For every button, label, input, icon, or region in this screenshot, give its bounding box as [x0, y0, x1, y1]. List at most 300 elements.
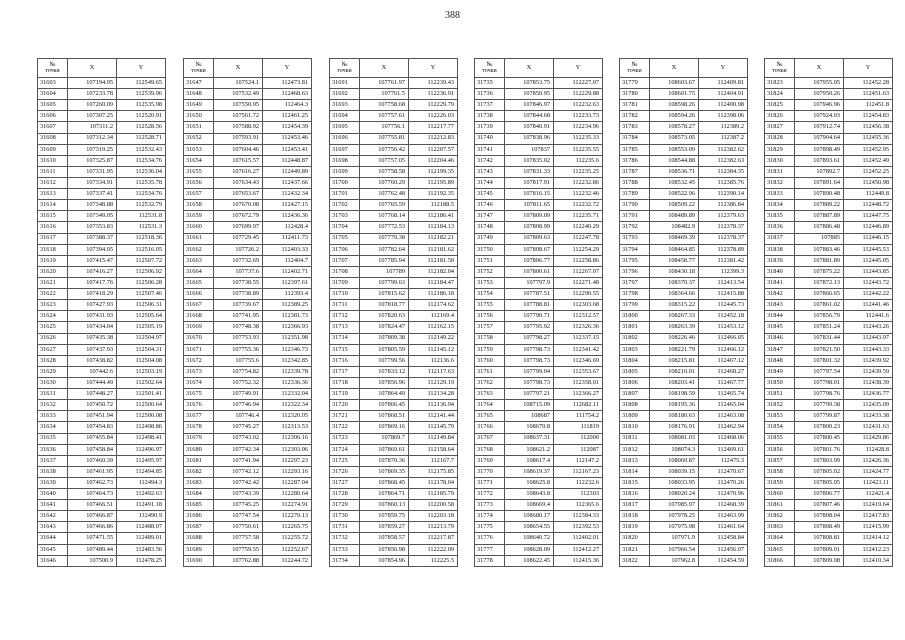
- table-row: [38, 411, 166, 422]
- table-row: [620, 300, 748, 311]
- table-row: [475, 344, 603, 355]
- table-row: [330, 244, 458, 255]
- x-coordinate-cell: 107672.79: [214, 211, 263, 222]
- y-coordinate-cell: 112411.73: [263, 233, 312, 244]
- y-coordinate-cell: 112466.05: [699, 333, 748, 344]
- y-coordinate-cell: 112456.07: [699, 544, 748, 555]
- table-row: [330, 511, 458, 522]
- point-number-cell: 31748: [475, 222, 505, 233]
- point-number-cell: 31638: [38, 466, 68, 477]
- coordinates-table: [619, 58, 748, 567]
- y-coordinate-cell: 112226.03: [409, 111, 458, 122]
- y-coordinate-cell: 112162.15: [409, 322, 458, 333]
- point-number-cell: 31690: [184, 555, 214, 566]
- point-number-cell: 31863: [765, 522, 795, 533]
- y-coordinate-cell: 112217.87: [409, 533, 458, 544]
- y-coordinate-cell: 112382.63: [699, 155, 748, 166]
- table-row: [330, 344, 458, 355]
- table-row: [620, 277, 748, 288]
- x-coordinate-cell: 107859.27: [360, 522, 409, 533]
- header-y: Y: [263, 59, 312, 78]
- table-row: [475, 78, 603, 89]
- y-coordinate-cell: 112403.33: [263, 244, 312, 255]
- x-coordinate-cell: 107761.5: [360, 89, 409, 100]
- x-coordinate-cell: 107801.32: [795, 355, 844, 366]
- point-number-cell: 31862: [765, 511, 795, 522]
- point-number-cell: 31815: [620, 477, 650, 488]
- table-row: [38, 289, 166, 300]
- point-number-cell: 31845: [765, 322, 795, 333]
- x-coordinate-cell: 107864.49: [360, 389, 409, 400]
- x-coordinate-cell: 107779.38: [360, 233, 409, 244]
- table-row: [330, 211, 458, 222]
- point-number-cell: 31851: [765, 389, 795, 400]
- point-number-cell: 31743: [475, 166, 505, 177]
- y-coordinate-cell: 112534.76: [117, 155, 166, 166]
- x-coordinate-cell: 107461.95: [68, 466, 117, 477]
- x-coordinate-cell: 107800.61: [505, 266, 554, 277]
- header-x: X: [360, 59, 409, 78]
- table-row: [765, 211, 893, 222]
- table-row: [38, 355, 166, 366]
- x-coordinate-cell: 107799.87: [795, 411, 844, 422]
- point-number-cell: 31800: [620, 311, 650, 322]
- table-row: [475, 144, 603, 155]
- y-coordinate-cell: 112232.72: [554, 200, 603, 211]
- header-x: X: [214, 59, 263, 78]
- point-number-cell: 31779: [620, 78, 650, 89]
- x-coordinate-cell: 107864.71: [360, 489, 409, 500]
- y-coordinate-cell: 112682.11: [554, 400, 603, 411]
- table-row: [475, 155, 603, 166]
- table-row: [620, 355, 748, 366]
- y-coordinate-cell: 112470.26: [699, 477, 748, 488]
- point-number-cell: 31712: [330, 311, 360, 322]
- point-number-cell: 31722: [330, 422, 360, 433]
- y-coordinate-cell: 112506.92: [117, 266, 166, 277]
- point-number-cell: 31806: [620, 377, 650, 388]
- y-coordinate-cell: 112516.05: [117, 244, 166, 255]
- x-coordinate-cell: 107749.91: [214, 389, 263, 400]
- point-number-cell: 31717: [330, 366, 360, 377]
- point-number-cell: 31672: [184, 355, 214, 366]
- table-row: [620, 222, 748, 233]
- y-coordinate-cell: 112500.64: [117, 400, 166, 411]
- table-row: [765, 322, 893, 333]
- point-number-cell: 31664: [184, 266, 214, 277]
- x-coordinate-cell: 107869.61: [360, 444, 409, 455]
- x-coordinate-cell: 107417.76: [68, 277, 117, 288]
- point-number-cell: 31861: [765, 500, 795, 511]
- table-row: [38, 266, 166, 277]
- y-coordinate-cell: 112000: [554, 433, 603, 444]
- x-coordinate-cell: 107444.49: [68, 377, 117, 388]
- table-row: [330, 155, 458, 166]
- x-coordinate-cell: 107798.73: [505, 377, 554, 388]
- table-row: [184, 477, 312, 488]
- point-number-cell: 31840: [765, 266, 795, 277]
- table-row: [620, 366, 748, 377]
- y-coordinate-cell: 112212.83: [409, 133, 458, 144]
- point-number-cell: 31741: [475, 144, 505, 155]
- table-row: [765, 466, 893, 477]
- x-coordinate-cell: 107750.61: [214, 522, 263, 533]
- point-number-cell: 31705: [330, 233, 360, 244]
- y-coordinate-cell: 112232.63: [554, 100, 603, 111]
- y-coordinate-cell: 112182.21: [409, 233, 458, 244]
- y-coordinate-cell: 112274.91: [263, 500, 312, 511]
- table-row: [765, 177, 893, 188]
- header-num-label: точки: [772, 68, 787, 75]
- table-row: [765, 189, 893, 200]
- y-coordinate-cell: 112409.81: [699, 78, 748, 89]
- x-coordinate-cell: 107758.58: [360, 166, 409, 177]
- x-coordinate-cell: 107634.43: [214, 177, 263, 188]
- header-y: Y: [699, 59, 748, 78]
- table-row: [620, 344, 748, 355]
- table-row: [620, 122, 748, 133]
- x-coordinate-cell: 107800.23: [795, 422, 844, 433]
- point-number-cell: 31829: [765, 144, 795, 155]
- table-row: [475, 122, 603, 133]
- y-coordinate-cell: 112446.89: [844, 222, 893, 233]
- x-coordinate-cell: 107924.03: [795, 111, 844, 122]
- y-coordinate-cell: 112379.63: [699, 211, 748, 222]
- table-row: [765, 111, 893, 122]
- x-coordinate-cell: 107799.04: [505, 366, 554, 377]
- y-coordinate-cell: 112117.63: [409, 366, 458, 377]
- x-coordinate-cell: 107448.27: [68, 389, 117, 400]
- x-coordinate-cell: 107790.71: [505, 311, 554, 322]
- table-row: [620, 544, 748, 555]
- x-coordinate-cell: 108469.39: [650, 233, 699, 244]
- table-row: [184, 544, 312, 555]
- x-coordinate-cell: 107859.75: [360, 511, 409, 522]
- table-row: [620, 177, 748, 188]
- x-coordinate-cell: 107500.9: [68, 555, 117, 566]
- point-number-cell: 31682: [184, 466, 214, 477]
- table-row: [475, 377, 603, 388]
- y-coordinate-cell: 112536.04: [117, 166, 166, 177]
- point-number-cell: 31787: [620, 166, 650, 177]
- y-coordinate-cell: 112384.35: [699, 166, 748, 177]
- x-coordinate-cell: 107760.29: [360, 177, 409, 188]
- y-coordinate-cell: 112341.42: [554, 344, 603, 355]
- table-header-row: [38, 59, 166, 78]
- table-row: [38, 400, 166, 411]
- table-row: [475, 477, 603, 488]
- point-number-cell: 31742: [475, 155, 505, 166]
- header-x: X: [68, 59, 117, 78]
- y-coordinate-cell: 112232.86: [554, 177, 603, 188]
- y-coordinate-cell: 112182.04: [409, 266, 458, 277]
- point-number-cell: 31736: [475, 89, 505, 100]
- point-number-cell: 31691: [330, 78, 360, 89]
- point-number-cell: 31692: [330, 89, 360, 100]
- point-number-cell: 31670: [184, 333, 214, 344]
- y-coordinate-cell: 112181.58: [409, 255, 458, 266]
- point-number-cell: 31734: [330, 555, 360, 566]
- point-number-cell: 31737: [475, 100, 505, 111]
- table-row: [330, 333, 458, 344]
- y-coordinate-cell: 112145.12: [409, 344, 458, 355]
- x-coordinate-cell: 107800.45: [795, 433, 844, 444]
- x-coordinate-cell: 107858.57: [360, 533, 409, 544]
- point-number-cell: 31647: [184, 78, 214, 89]
- point-number-cell: 31746: [475, 200, 505, 211]
- y-coordinate-cell: 112382.62: [699, 144, 748, 155]
- y-coordinate-cell: 112400.98: [699, 100, 748, 111]
- y-coordinate-cell: 112453.46: [263, 133, 312, 144]
- y-coordinate-cell: 112129.19: [409, 377, 458, 388]
- table-row: [765, 266, 893, 277]
- table-row: [620, 333, 748, 344]
- y-coordinate-cell: 112445.73: [699, 300, 748, 311]
- x-coordinate-cell: 107890.48: [795, 189, 844, 200]
- table-row: [184, 455, 312, 466]
- point-number-cell: 31765: [475, 411, 505, 422]
- y-coordinate-cell: 112436.77: [844, 389, 893, 400]
- header-num-symbol: №: [486, 60, 493, 68]
- x-coordinate-cell: 108536.71: [650, 166, 699, 177]
- x-coordinate-cell: 107466.87: [68, 511, 117, 522]
- table-row: [620, 144, 748, 155]
- point-number-cell: 31662: [184, 244, 214, 255]
- point-number-cell: 31744: [475, 177, 505, 188]
- y-coordinate-cell: 112378.37: [699, 233, 748, 244]
- table-row: [38, 489, 166, 500]
- y-coordinate-cell: 112145.79: [409, 422, 458, 433]
- point-number-cell: 31735: [475, 78, 505, 89]
- point-number-cell: 31683: [184, 477, 214, 488]
- point-number-cell: 31634: [38, 422, 68, 433]
- table-row: [620, 233, 748, 244]
- point-number-cell: 31728: [330, 489, 360, 500]
- x-coordinate-cell: 107883.46: [795, 244, 844, 255]
- table-row: [330, 400, 458, 411]
- table-row: [184, 111, 312, 122]
- y-coordinate-cell: 112399.3: [699, 266, 748, 277]
- point-number-cell: 31854: [765, 422, 795, 433]
- table-row: [184, 244, 312, 255]
- table-row: [184, 155, 312, 166]
- x-coordinate-cell: 108680.17: [505, 511, 554, 522]
- table-row: [620, 78, 748, 89]
- page-number: 388: [445, 10, 460, 21]
- table-row: [330, 266, 458, 277]
- y-coordinate-cell: 112531.8: [117, 211, 166, 222]
- point-number-cell: 31860: [765, 489, 795, 500]
- y-coordinate-cell: 112452.18: [699, 311, 748, 322]
- y-coordinate-cell: 112495.97: [117, 455, 166, 466]
- table-row: [620, 189, 748, 200]
- point-number-cell: 31713: [330, 322, 360, 333]
- y-coordinate-cell: 112232.6: [554, 477, 603, 488]
- y-coordinate-cell: 112229.79: [409, 100, 458, 111]
- y-coordinate-cell: 112452.95: [844, 144, 893, 155]
- x-coordinate-cell: 107394.05: [68, 244, 117, 255]
- x-coordinate-cell: 108226.46: [650, 333, 699, 344]
- y-coordinate-cell: 112428.4: [263, 222, 312, 233]
- x-coordinate-cell: 107881.89: [795, 255, 844, 266]
- y-coordinate-cell: 112468.06: [699, 433, 748, 444]
- table-row: [475, 333, 603, 344]
- header-num-symbol: №: [631, 60, 638, 68]
- point-number-cell: 31669: [184, 322, 214, 333]
- point-number-cell: 31620: [38, 266, 68, 277]
- x-coordinate-cell: 107866.65: [795, 289, 844, 300]
- point-number-cell: 31616: [38, 222, 68, 233]
- header-point-number: [765, 59, 795, 78]
- point-number-cell: 31749: [475, 233, 505, 244]
- point-number-cell: 31695: [330, 122, 360, 133]
- y-coordinate-cell: 112271.48: [554, 277, 603, 288]
- y-coordinate-cell: 112235.55: [554, 144, 603, 155]
- y-coordinate-cell: 112306.16: [263, 433, 312, 444]
- y-coordinate-cell: 112507.72: [117, 255, 166, 266]
- point-number-cell: 31790: [620, 200, 650, 211]
- y-coordinate-cell: 112136.6: [409, 355, 458, 366]
- point-number-cell: 31792: [620, 222, 650, 233]
- x-coordinate-cell: 107761.97: [360, 78, 409, 89]
- x-coordinate-cell: 107782.64: [360, 244, 409, 255]
- point-number-cell: 31777: [475, 544, 505, 555]
- x-coordinate-cell: 107765.59: [360, 200, 409, 211]
- x-coordinate-cell: 107450.72: [68, 400, 117, 411]
- x-coordinate-cell: 108489.89: [650, 211, 699, 222]
- y-coordinate-cell: 112204.46: [409, 155, 458, 166]
- x-coordinate-cell: 107745.27: [214, 422, 263, 433]
- x-coordinate-cell: 107801.76: [795, 444, 844, 455]
- y-coordinate-cell: 112451.8: [844, 100, 893, 111]
- point-number-cell: 31671: [184, 344, 214, 355]
- x-coordinate-cell: 107416.27: [68, 266, 117, 277]
- x-coordinate-cell: 107805.59: [360, 344, 409, 355]
- x-coordinate-cell: 107434.04: [68, 322, 117, 333]
- point-number-cell: 31807: [620, 389, 650, 400]
- point-number-cell: 31726: [330, 466, 360, 477]
- x-coordinate-cell: 108315.22: [650, 300, 699, 311]
- table-row: [765, 400, 893, 411]
- y-coordinate-cell: 112429.86: [844, 433, 893, 444]
- point-number-cell: 31769: [475, 455, 505, 466]
- point-number-cell: 31830: [765, 155, 795, 166]
- table-row: [620, 322, 748, 333]
- table-row: [184, 400, 312, 411]
- x-coordinate-cell: 108578.27: [650, 122, 699, 133]
- point-number-cell: 31818: [620, 511, 650, 522]
- point-number-cell: 31643: [38, 522, 68, 533]
- x-coordinate-cell: 107455.84: [68, 433, 117, 444]
- x-coordinate-cell: 107739.67: [214, 300, 263, 311]
- table-row: [475, 544, 603, 555]
- table-row: [330, 533, 458, 544]
- point-number-cell: 31786: [620, 155, 650, 166]
- point-number-cell: 31642: [38, 511, 68, 522]
- table-row: [475, 444, 603, 455]
- x-coordinate-cell: 108482.9: [650, 222, 699, 233]
- header-num-label: точки: [191, 68, 206, 75]
- point-number-cell: 31852: [765, 400, 795, 411]
- point-number-cell: 31635: [38, 433, 68, 444]
- y-coordinate-cell: 112437.66: [263, 177, 312, 188]
- x-coordinate-cell: 107799.56: [360, 355, 409, 366]
- point-number-cell: 31608: [38, 133, 68, 144]
- point-number-cell: 31656: [184, 177, 214, 188]
- x-coordinate-cell: 107588.92: [214, 122, 263, 133]
- point-number-cell: 31833: [765, 189, 795, 200]
- point-number-cell: 31632: [38, 400, 68, 411]
- point-number-cell: 31698: [330, 155, 360, 166]
- x-coordinate-cell: 107762.88: [214, 555, 263, 566]
- table-row: [620, 555, 748, 566]
- point-number-cell: 31774: [475, 511, 505, 522]
- table-row: [184, 177, 312, 188]
- x-coordinate-cell: 108203.41: [650, 377, 699, 388]
- point-number-cell: 31631: [38, 389, 68, 400]
- x-coordinate-cell: 108601.75: [650, 89, 699, 100]
- x-coordinate-cell: 108625.8: [505, 477, 554, 488]
- point-number-cell: 31668: [184, 311, 214, 322]
- x-coordinate-cell: 107753.93: [214, 333, 263, 344]
- table-row: [620, 200, 748, 211]
- y-coordinate-cell: 112414.12: [844, 533, 893, 544]
- table-row: [475, 211, 603, 222]
- y-coordinate-cell: 112265.75: [263, 522, 312, 533]
- table-row: [38, 477, 166, 488]
- x-coordinate-cell: 107418.29: [68, 289, 117, 300]
- point-number-cell: 31803: [620, 344, 650, 355]
- point-number-cell: 31817: [620, 500, 650, 511]
- x-coordinate-cell: 108509.22: [650, 200, 699, 211]
- point-number-cell: 31824: [765, 89, 795, 100]
- table-row: [184, 422, 312, 433]
- table-row: [475, 400, 603, 411]
- point-number-cell: 31751: [475, 255, 505, 266]
- point-number-cell: 31846: [765, 333, 795, 344]
- y-coordinate-cell: 112413.54: [699, 277, 748, 288]
- x-coordinate-cell: 107807.46: [795, 500, 844, 511]
- x-coordinate-cell: 107353.83: [68, 222, 117, 233]
- x-coordinate-cell: 107809.08: [795, 555, 844, 566]
- point-number-cell: 31812: [620, 444, 650, 455]
- table-row: [475, 177, 603, 188]
- point-number-cell: 31657: [184, 189, 214, 200]
- y-coordinate-cell: 112381.42: [699, 255, 748, 266]
- table-row: [620, 422, 748, 433]
- table-row: [475, 233, 603, 244]
- x-coordinate-cell: 107194.95: [68, 78, 117, 89]
- point-number-cell: 31798: [620, 289, 650, 300]
- table-row: [330, 544, 458, 555]
- x-coordinate-cell: 108180.63: [650, 411, 699, 422]
- point-number-cell: 31811: [620, 433, 650, 444]
- point-number-cell: 31693: [330, 100, 360, 111]
- y-coordinate-cell: 112427.15: [263, 200, 312, 211]
- y-coordinate-cell: 112502.64: [117, 377, 166, 388]
- point-number-cell: 31738: [475, 111, 505, 122]
- point-number-cell: 31714: [330, 333, 360, 344]
- point-number-cell: 31764: [475, 400, 505, 411]
- table-row: [38, 189, 166, 200]
- y-coordinate-cell: 112463.99: [699, 511, 748, 522]
- x-coordinate-cell: 107912.74: [795, 122, 844, 133]
- point-number-cell: 31686: [184, 511, 214, 522]
- point-number-cell: 31782: [620, 111, 650, 122]
- x-coordinate-cell: 107746.94: [214, 400, 263, 411]
- table-row: [330, 100, 458, 111]
- table-row: [620, 455, 748, 466]
